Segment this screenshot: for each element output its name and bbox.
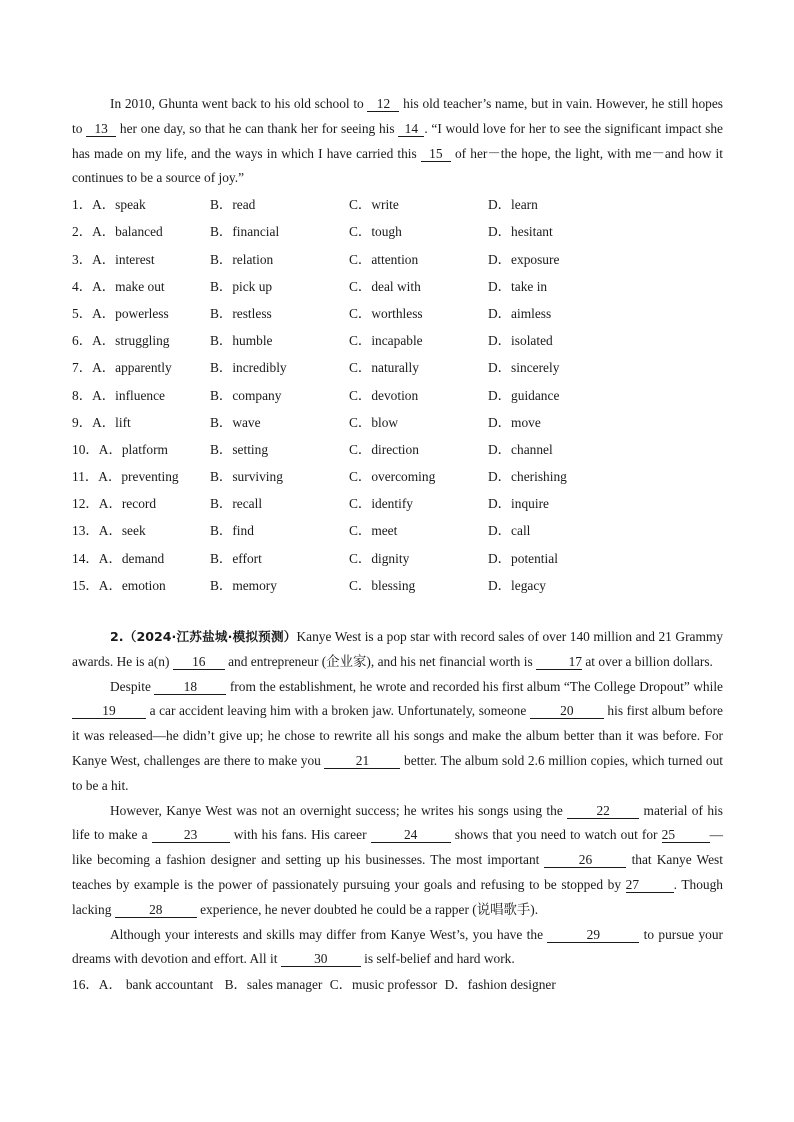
blank-19: 19: [72, 704, 146, 719]
option-c: C．incapable: [349, 333, 423, 349]
blank-18: 18: [154, 680, 226, 695]
option-c: C．music professor: [329, 977, 438, 993]
option-row-3: [72, 248, 723, 275]
blank-20: 20: [530, 704, 604, 719]
option-c: C．identify: [349, 496, 413, 512]
blank-26: 26: [544, 853, 626, 868]
section-2: [72, 625, 723, 997]
blank-14: 14: [398, 122, 424, 137]
option-d: D．learn: [488, 197, 538, 213]
blank-24: 24: [371, 828, 451, 843]
blank-22: 22: [567, 804, 639, 819]
option-c: C．naturally: [349, 360, 419, 376]
option-row-14: [72, 547, 723, 574]
option-d: D．legacy: [488, 577, 547, 593]
option-d: D．potential: [488, 550, 558, 566]
option-row-6: [72, 329, 723, 356]
passage-text: his old teacher’s name, but in vain. However, he still hopes to: [72, 96, 723, 136]
option-c: C．deal with: [349, 278, 421, 294]
blank-17: 17: [536, 655, 582, 670]
option-d: D．cherishing: [488, 469, 567, 485]
option-a: 13．A．seek: [72, 523, 146, 539]
passage-2-para-1: 2.（2024·江苏盐城·模拟预测）Kanye West is a pop star with record sales of over 140 million and 21 Grammy awards. He is a(n) 16 and entrepreneur (企业家), and his net financial worth is 17 at over a billion dollars.: [72, 629, 723, 669]
blank-27: 27: [626, 878, 674, 893]
option-d: D．hesitant: [488, 224, 553, 240]
option-b: B．memory: [210, 577, 277, 593]
option-d: D．fashion designer: [444, 977, 556, 993]
option-b: B．incredibly: [210, 360, 287, 376]
option-a: 16．A． bank accountant: [72, 977, 214, 993]
passage-text: of her－the hope, the light, with me－and how it continues to be a source of joy.”: [72, 145, 723, 186]
option-a: 7．A．apparently: [72, 360, 172, 376]
blank-30: 30: [281, 952, 361, 967]
option-d: D．call: [488, 523, 531, 539]
passage-1: [72, 92, 723, 191]
option-b: B．company: [210, 387, 282, 403]
option-b: B．read: [210, 197, 256, 213]
option-d: D．inquire: [488, 496, 549, 512]
option-a: 4．A．make out: [72, 278, 165, 294]
question-source-label: 2.（2024·江苏盐城·模拟预测）: [110, 629, 297, 644]
option-a: 9．A．lift: [72, 414, 131, 430]
option-row-16: [72, 973, 723, 997]
option-d: D．take in: [488, 278, 548, 294]
option-b: B．restless: [210, 305, 272, 321]
option-c: C．blessing: [349, 577, 416, 593]
option-a: 3．A．interest: [72, 251, 155, 267]
option-d: D．aimless: [488, 305, 552, 321]
option-c: C．attention: [349, 251, 419, 267]
option-d: D．move: [488, 414, 541, 430]
option-b: B．effort: [210, 550, 262, 566]
option-a: 5．A．powerless: [72, 305, 169, 321]
option-a: 2．A．balanced: [72, 224, 163, 240]
option-row-15: [72, 574, 723, 601]
passage-2-para-4: Although your interests and skills may differ from Kanye West’s, you have the 29 to pursue your dreams with devotion and effort. All it 30 is self-belief and hard work.: [72, 926, 723, 967]
option-b: B．find: [210, 523, 254, 539]
option-row-11: [72, 465, 723, 492]
option-c: C．devotion: [349, 387, 419, 403]
option-b: B．relation: [210, 251, 274, 267]
blank-13: 13: [86, 122, 116, 137]
option-c: C．write: [349, 197, 399, 213]
blank-16: 16: [173, 655, 225, 670]
option-a: 12．A．record: [72, 496, 157, 512]
blank-29: 29: [547, 928, 639, 943]
blank-23: 23: [152, 828, 230, 843]
option-row-5: [72, 302, 723, 329]
option-row-2: [72, 220, 723, 247]
blank-15: 15: [421, 147, 451, 162]
option-d: D．guidance: [488, 387, 560, 403]
option-row-12: [72, 492, 723, 519]
option-row-8: [72, 384, 723, 411]
option-b: B．recall: [210, 496, 263, 512]
options-list-1: [72, 193, 723, 601]
passage-2-para-2: Despite 18 from the establishment, he wrote and recorded his first album “The College Dropout” while 19 a car accident leaving him with a broken jaw. Unfortunately, someone 20 his first album before it was released—he didn’t give up; he chose to rewrite all his songs and make the album better than it was before. For Kanye West, challenges are there to make you 21 better. The album sold 2.6 million copies, which turned out to be a hit.: [72, 678, 723, 793]
option-row-1: [72, 193, 723, 220]
option-b: B．pick up: [210, 278, 273, 294]
passage-text: In 2010, Ghunta went back to his old school to: [110, 96, 368, 111]
option-d: D．exposure: [488, 251, 560, 267]
option-a: 11．A．preventing: [72, 469, 179, 485]
option-b: B．sales manager: [224, 977, 323, 993]
option-b: B．setting: [210, 441, 269, 457]
document-page: [72, 92, 723, 997]
option-a: 1．A．speak: [72, 197, 146, 213]
blank-28: 28: [115, 903, 197, 918]
option-row-9: [72, 411, 723, 438]
option-row-4: [72, 275, 723, 302]
option-b: B．humble: [210, 333, 273, 349]
option-a: 6．A．struggling: [72, 333, 170, 349]
option-row-7: [72, 356, 723, 383]
blank-12: 12: [367, 97, 399, 112]
option-a: 14．A．demand: [72, 550, 165, 566]
option-c: C．overcoming: [349, 469, 436, 485]
option-b: B．surviving: [210, 469, 283, 485]
passage-text: . “I would love for her to see the significant impact she has made on my life, and the ways in which I have carried this: [72, 120, 723, 161]
option-row-10: [72, 438, 723, 465]
option-row-13: [72, 519, 723, 546]
option-c: C．worthless: [349, 305, 423, 321]
option-d: D．sincerely: [488, 360, 560, 376]
blank-25: 25: [662, 828, 710, 843]
option-b: B．wave: [210, 414, 261, 430]
option-d: D．isolated: [488, 333, 553, 349]
passage-2-para-3: However, Kanye West was not an overnight success; he writes his songs using the 22 material of his life to make a 23 with his fans. His career 24 shows that you need to watch out for 25 —like becoming a fashion designer and setting up his businesses. The most important 26 that Kanye West teaches by example is the power of passionately pursuing your goals and refusing to be stopped by 27 . Though lacking 28 experience, he never doubted he could be a rapper (说唱歌手).: [72, 802, 724, 917]
option-c: C．tough: [349, 224, 402, 240]
option-a: 10．A．platform: [72, 441, 168, 457]
option-c: C．dignity: [349, 550, 410, 566]
option-a: 15．A．emotion: [72, 577, 166, 593]
option-c: C．meet: [349, 523, 398, 539]
option-c: C．direction: [349, 441, 419, 457]
option-c: C．blow: [349, 414, 399, 430]
blank-21: 21: [324, 754, 400, 769]
option-b: B．financial: [210, 224, 280, 240]
option-a: 8．A．influence: [72, 387, 165, 403]
option-d: D．channel: [488, 441, 553, 457]
passage-text: her one day, so that he can thank her for seeing his: [116, 120, 399, 136]
